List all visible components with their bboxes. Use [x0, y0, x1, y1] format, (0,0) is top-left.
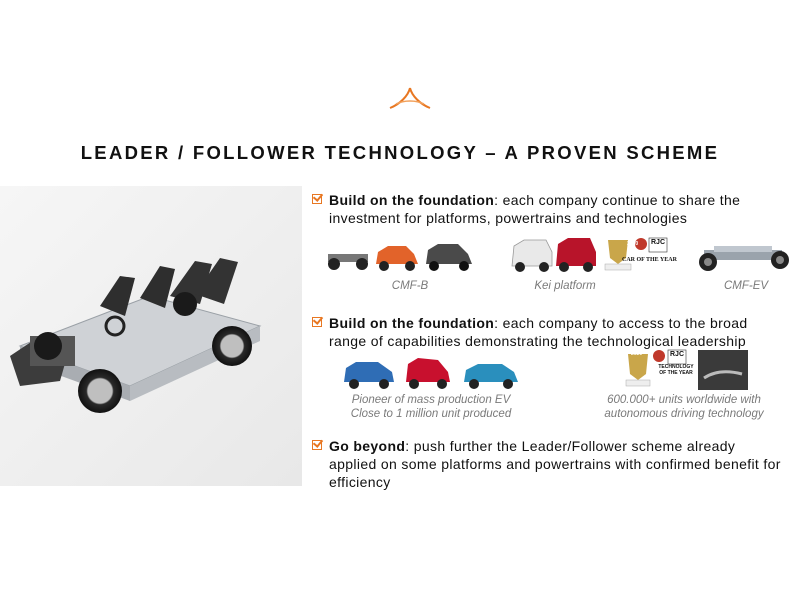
- bullet-3: [312, 437, 782, 491]
- award-tech-line1: TECHNOLOGY: [658, 364, 694, 370]
- bullet-lead: Go beyond: [329, 438, 406, 454]
- alliance-logo-icon: [388, 86, 432, 110]
- caption-cmf-b: CMF-B: [391, 280, 429, 292]
- caption-kei-platform: Kei platform: [534, 280, 596, 292]
- award-tech-line2: OF THE YEAR: [659, 370, 693, 376]
- checkbox-bullet-icon: [312, 194, 322, 204]
- bullet-1: [312, 191, 782, 227]
- caption-autonomous: [584, 393, 784, 421]
- checkbox-bullet-icon: [312, 440, 322, 450]
- checkbox-bullet-icon: [312, 317, 322, 327]
- bullet-text: : push further the Leader/Follower scheme already applied on some platforms and powertrains with confirmed benefit for efficiency: [329, 438, 781, 490]
- page-title: LEADER / FOLLOWER TECHNOLOGY – A PROVEN SCHEME: [80, 142, 720, 163]
- caption-ev-line2: Close to 1 million unit produced: [350, 408, 512, 420]
- bullet-2: [312, 314, 782, 350]
- cmf-ev-platform-image: [694, 236, 794, 272]
- caption-cmf-ev: CMF-EV: [723, 280, 769, 292]
- bullet-text: : each company to access to the broad range of capabilities demonstrating the technological leadership: [329, 315, 748, 349]
- award-year-badge: 2020: [627, 241, 639, 247]
- award-year-badge-2: 2020: [631, 351, 643, 357]
- award-tech-of-year-label: [656, 364, 696, 376]
- ev-vehicles-image: [342, 354, 520, 390]
- bullet-lead: Build on the foundation: [329, 315, 495, 331]
- kei-platform-vehicles-image: [510, 234, 670, 276]
- cmf-b-vehicles-image: [326, 236, 476, 274]
- caption-ev: [326, 393, 536, 421]
- award-rjc-label: RJC: [651, 239, 666, 246]
- bullet-lead: Build on the foundation: [329, 192, 495, 208]
- award-car-of-year-label: CAR OF THE YEAR: [622, 257, 677, 263]
- caption-ev-line1: Pioneer of mass production EV: [351, 394, 511, 406]
- award-rjc-label-2: RJC: [670, 351, 685, 358]
- caption-ad-line2: autonomous driving technology: [604, 408, 764, 420]
- bullet-text: : each company continue to share the investment for platforms, powertrains and technologies: [329, 192, 741, 226]
- chassis-illustration: [0, 186, 302, 486]
- caption-ad-line1: 600.000+ units worldwide with: [607, 394, 761, 406]
